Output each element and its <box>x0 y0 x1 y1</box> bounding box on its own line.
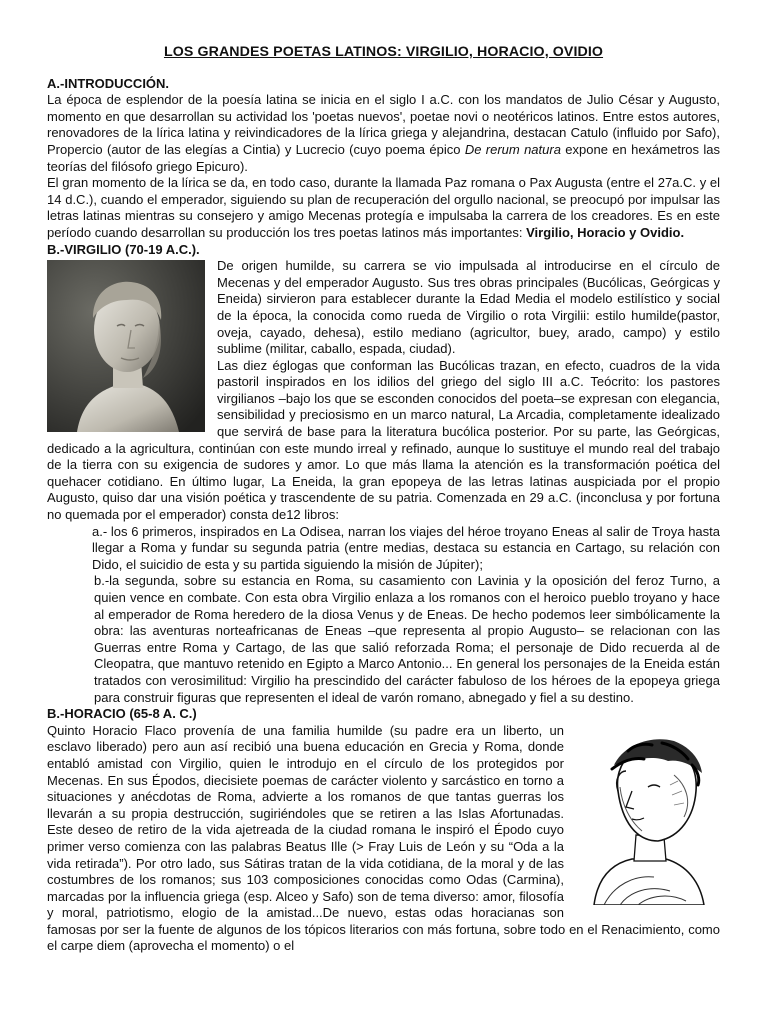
virgilio-paragraph-1: De origen humilde, su carrera se vio impulsada al introducirse en el círculo de Mecenas y del emperador Augusto. Sus tres obras principales (Bucólicas, Geórgicas y Eneida) sirvieron para establecer durante la Edad Media el modelo estilístico y social de la época, la conocida como rueda de Virgilio o rota Virgilii: estilo humilde(pastor, oveja, cayado, dehesa), estilo mediano (agricultor, buey, arado, campo) y estilo sublime (militar, caballo, espada, ciudad). <box>217 258 720 357</box>
virgilio-list-item-b: b.-la segunda, sobre su estancia en Roma, su casamiento con Lavinia y la oposición del feroz Turno, a quien vence en combate. Con esta obra Virgilio enlaza a los romanos con el heroico pueblo troyano y hace al emperador de Roma heredero de la diosa Venus y de Eneas. De hecho podemos leer simbólicamente la obra: las aventuras norteafricanas de Eneas –que representa al propio Augusto– se relacionan con las Guerras entre Roma y Cartago, de las que salió reforzada Roma; el personaje de Dido recuerda al de Cleopatra, que mantuvo retenido en Egipto a Marco Antonio... En general los personajes de la Eneida están tratados con verosimilitud: Virgilio ha prescindido del carácter fabuloso de los héroes de la epopeya griega para construir figuras que representen el ideal de varón romano, abnegado y fiel a su destino. <box>94 573 720 705</box>
section-heading-horacio: B.-HORACIO (65-8 A. C.) <box>47 706 197 722</box>
section-heading-virgilio: B.-VIRGILIO (70-19 A.C.). <box>47 241 200 257</box>
horacio-paragraph-1: Quinto Horacio Flaco provenía de una familia humilde (su padre era un liberto, un esclavo liberado) pero aun así recibió una buena educación en Grecia y Roma, donde entabló amistad con Virgilio, quien le introdujo en el círculo de los protegidos por Mecenas. En sus Épodos, diecisiete poemas de carácter violento y sarcástico en torno a situaciones y anécdotas de Roma, advierte a los romanos de que tantas guerras los llevarán a su propia destrucción, sugiriéndoles que se retiren a las Islas Afortunadas. Este deseo de retiro de la vida ajetreada de la ciudad romana le inspiró el Épodo cuyo primer verso comienza con las palabras Beatus Ille (> Fray Luis de León y su “Oda a la vida retirada”). Por otro lado, sus Sátiras tratan de la vida cotidiana, de la moral y de las costumbres de los romanos; sus 103 composiciones conocidas como Odas (Carmina), marcadas por la influencia griega (esp. Alceo y Safo) son de tema diverso: amor, filosofía y moral, patriotismo, elogio de la amistad...De nuevo, estas odas horacianas son famosas por ser la fuente de algunos de los tópicos literarios con más fortuna, sobre todo en el Renacimiento, como el carpe diem (aprovecha el momento) o el <box>47 722 720 954</box>
page-title: LOS GRANDES POETAS LATINOS: VIRGILIO, HORACIO, OVIDIO <box>163 44 604 60</box>
intro-paragraph-2: El gran momento de la lírica se da, en todo caso, durante la llamada Paz romana o Pax Augusta (entre el 27a.C. y el 14 d.C.), cuando el emperador, siguiendo su plan de recuperación del orgullo nacional, se preocupó por impulsar las letras latinas mientras su consejero y amigo Mecenas protegía e impulsaba la carrera de los creadores. Es en este período cuando desarrollan su producción los tres poetas latinos más importantes: Virgilio, Horacio y Ovidio. <box>47 175 720 240</box>
virgilio-paragraph-2: Las diez églogas que conforman las Bucólicas trazan, en efecto, cuadros de la vida pastoril inspirados en los idilios del griego del siglo III a.C. Teócrito: los pastores virgilianos –bajo los que se esconden conocidos del poeta–se expresan con elegancia, sensibilidad y preciosismo en un marco natural, La Arcadia, completamente idealizado que servirá de base para la literatura bucólica posterior. Por su parte, las Geórgicas, dedicado a la agricultura, continúan con este mundo irreal y refinado, aunque lo sustituye el mundo real del trabajo de la tierra con su exigencia de sudores y amor. Lo que más llama la atención es la transformación poética del quehacer cotidiano. En último lugar, La Eneida, la gran epopeya de las letras latinas auspiciada por el propio Augusto, quiso dar una visión poética y trascendente de su patria. Comenzada en 29 a.C. (inconclusa y por fortuna no quemada por el emperador) consta de12 libros: <box>47 357 720 523</box>
virgil-bust-image <box>47 260 205 432</box>
section-heading-intro: A.-INTRODUCCIÓN. <box>47 75 170 91</box>
intro-italic-title: De rerum natura <box>464 141 561 157</box>
horace-engraving-image <box>574 725 720 905</box>
virgilio-list-item-a: a.- los 6 primeros, inspirados en La Odisea, narran los viajes del héroe troyano Eneas al salir de Troya hasta llegar a Roma y fundar su segunda patria (entre medias, destaca su estancia en Cartago, su relación con Dido, el suicidio de esta y su partida siguiendo la misión de Júpiter); <box>92 523 720 572</box>
intro-paragraph-1: La época de esplendor de la poesía latina se inicia en el siglo I a.C. con los mandatos de Julio César y Augusto, momento en que desarrollan su actividad los 'poetas nuevos', poetae novi o neotéricos latinos. Entre estos autores, renovadores de la lírica latina y reivindicadores de la lírica griega y alejandrina, destacan Catulo (influido por Safo), Propercio (autor de las elegías a Cintia) y Lucrecio (cuyo poema épico De rerum natura expone en hexámetros las teorías del filósofo griego Epicuro). <box>47 92 720 174</box>
intro-poets-bold: Virgilio, Horacio y Ovidio. <box>526 224 685 240</box>
